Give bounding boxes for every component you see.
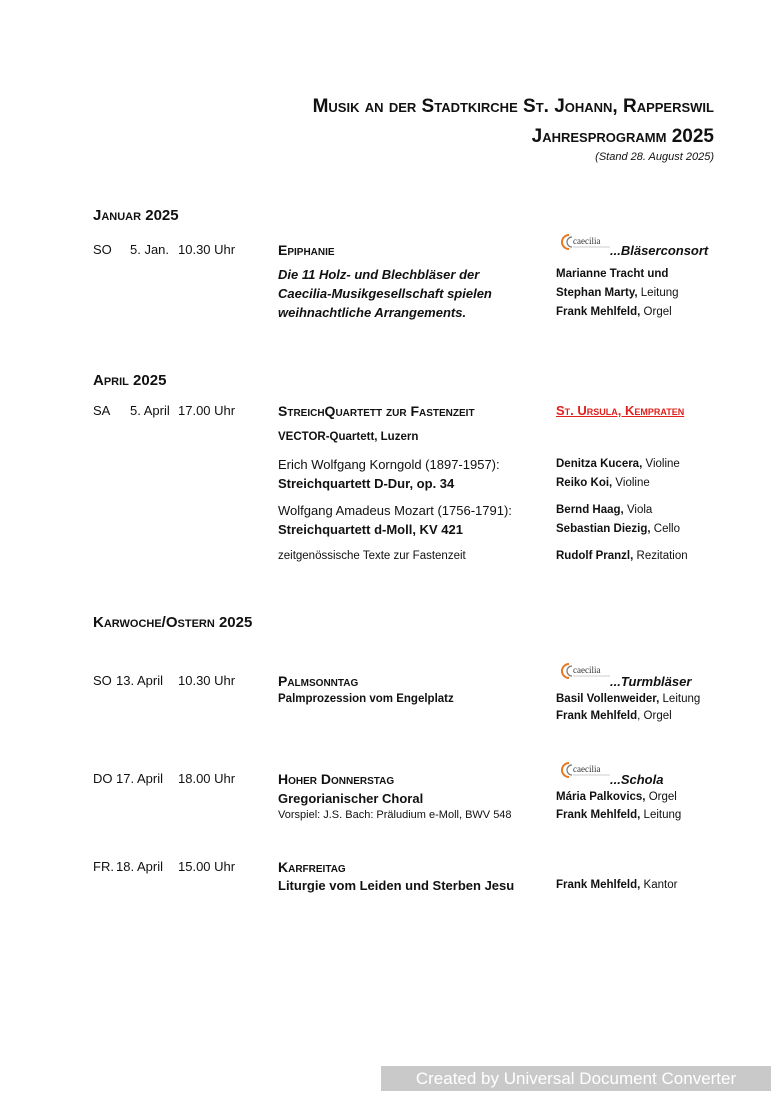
work-title: Streichquartett D-Dur, op. 34 bbox=[278, 476, 455, 491]
text: Viola bbox=[623, 504, 653, 516]
ensemble: VECTOR-Quartett, Luzern bbox=[278, 431, 419, 443]
event-desc: Gregorianischer Choral bbox=[278, 791, 424, 806]
text: Frank Mehlfeld bbox=[556, 710, 638, 722]
event-date bbox=[93, 772, 235, 785]
text: Cello bbox=[650, 523, 680, 535]
text: 10.30 Uhr bbox=[178, 673, 236, 688]
text: SA bbox=[93, 403, 111, 418]
location-link[interactable]: St. Ursula, Kempraten bbox=[556, 403, 685, 418]
text: 15.00 Uhr bbox=[178, 859, 236, 874]
event-date bbox=[93, 860, 235, 873]
event-title: Karfreitag bbox=[278, 859, 346, 875]
text: Frank Mehlfeld, bbox=[556, 809, 641, 821]
text: Rezitation bbox=[633, 550, 688, 562]
event-desc: Caecilia-Musikgesellschaft spielen bbox=[278, 286, 492, 301]
performer bbox=[556, 792, 677, 804]
performer bbox=[556, 478, 650, 490]
section-title-januar: Januar 2025 bbox=[93, 207, 179, 224]
document-subtitle: Jahresprogramm 2025 bbox=[531, 126, 714, 147]
text: Rudolf Pranzl, bbox=[556, 550, 634, 562]
text: FR. bbox=[93, 859, 114, 874]
performer bbox=[556, 269, 668, 281]
text: Violine bbox=[642, 458, 680, 470]
text: DO bbox=[93, 771, 113, 786]
text: Denitza Kucera, bbox=[556, 458, 643, 470]
event-desc-prelude: Vorspiel: J.S. Bach: Präludium e-Moll, BWV 548 bbox=[278, 809, 512, 821]
event-desc: Palmprozession vom Engelplatz bbox=[278, 693, 454, 705]
text: Reiko Koi, bbox=[556, 477, 613, 489]
text: Basil Vollenweider, bbox=[556, 693, 660, 705]
text: Violine bbox=[612, 477, 650, 489]
text: Leitung bbox=[640, 809, 682, 821]
event-date bbox=[93, 243, 235, 256]
event-desc: Liturgie vom Leiden und Sterben Jesu bbox=[278, 878, 515, 893]
ensemble-name: ...Turmbläser bbox=[610, 674, 692, 689]
text: 18.00 Uhr bbox=[178, 771, 236, 786]
text: Sebastian Diezig, bbox=[556, 523, 651, 535]
text: Kantor bbox=[640, 879, 678, 891]
performer bbox=[556, 459, 680, 471]
time: 10.30 Uhr bbox=[178, 242, 236, 257]
performer bbox=[556, 810, 681, 822]
text: Leitung bbox=[637, 287, 679, 299]
event-title: Palmsonntag bbox=[278, 673, 359, 689]
text: , Orgel bbox=[637, 710, 672, 722]
svg-text:caecilia: caecilia bbox=[573, 764, 601, 774]
event-title: Epiphanie bbox=[278, 242, 335, 258]
text: 17. April bbox=[116, 771, 163, 786]
text: Orgel bbox=[640, 306, 672, 318]
event-date bbox=[93, 674, 235, 687]
svg-text:caecilia: caecilia bbox=[573, 236, 601, 246]
text: Frank Mehlfeld, bbox=[556, 306, 641, 318]
text: SO bbox=[93, 673, 112, 688]
text: 17.00 Uhr bbox=[178, 403, 236, 418]
work-text: zeitgenössische Texte zur Fastenzeit bbox=[278, 550, 466, 562]
day: SO bbox=[93, 242, 112, 257]
caecilia-logo bbox=[560, 233, 612, 251]
performer bbox=[556, 694, 700, 706]
section-title-ostern: Karwoche/Ostern 2025 bbox=[93, 614, 253, 631]
event-date bbox=[93, 404, 235, 417]
event-title: Hoher Donnerstag bbox=[278, 771, 395, 787]
stand-date: (Stand 28. August 2025) bbox=[595, 151, 714, 163]
text: Frank Mehlfeld, bbox=[556, 879, 641, 891]
event-desc: weihnachtliche Arrangements. bbox=[278, 305, 467, 320]
text: Marianne Tracht und bbox=[556, 268, 669, 280]
performer bbox=[556, 524, 680, 536]
ensemble-name: ...Bläserconsort bbox=[610, 243, 709, 258]
performer bbox=[556, 711, 672, 723]
work-composer: Wolfgang Amadeus Mozart (1756-1791): bbox=[278, 503, 512, 518]
event-desc: Die 11 Holz- und Blechbläser der bbox=[278, 267, 480, 282]
performer bbox=[556, 288, 679, 300]
svg-text:caecilia: caecilia bbox=[573, 665, 601, 675]
performer bbox=[556, 307, 672, 319]
document-title: Musik an der Stadtkirche St. Johann, Rapperswil bbox=[312, 96, 714, 117]
text: Orgel bbox=[645, 791, 677, 803]
caecilia-logo bbox=[560, 761, 612, 779]
performer bbox=[556, 505, 652, 517]
caecilia-logo bbox=[560, 662, 612, 680]
ensemble-name: ...Schola bbox=[610, 772, 664, 787]
watermark: Created by Universal Document Converter bbox=[381, 1066, 771, 1091]
text: Bernd Haag, bbox=[556, 504, 624, 516]
work-composer: Erich Wolfgang Korngold (1897-1957): bbox=[278, 457, 500, 472]
text: 5. April bbox=[130, 403, 170, 418]
section-title-april: April 2025 bbox=[93, 372, 167, 389]
date: 5. Jan. bbox=[130, 242, 170, 257]
text: 18. April bbox=[116, 859, 163, 874]
text: Leitung bbox=[659, 693, 701, 705]
event-title: StreichQuartett zur Fastenzeit bbox=[278, 403, 475, 419]
work-title: Streichquartett d-Moll, KV 421 bbox=[278, 522, 463, 537]
text: Stephan Marty, bbox=[556, 287, 638, 299]
performer bbox=[556, 551, 688, 563]
text: Mária Palkovics, bbox=[556, 791, 646, 803]
text: 13. April bbox=[116, 673, 163, 688]
performer bbox=[556, 880, 677, 892]
